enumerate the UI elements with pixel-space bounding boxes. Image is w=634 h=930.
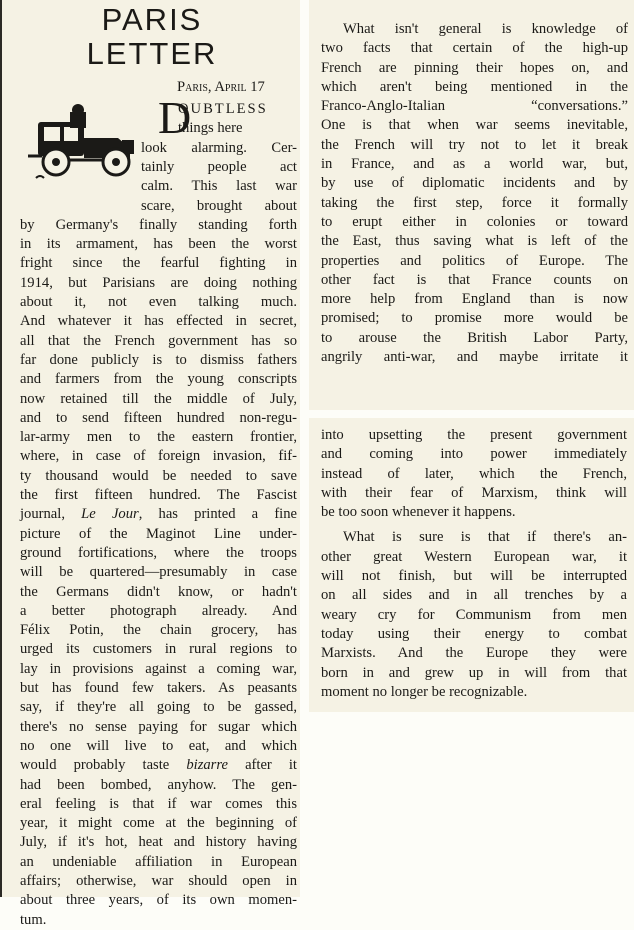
column-one-line: scare, brought about — [141, 197, 297, 214]
column-three-line: on all sides and in all trenches by a — [321, 587, 627, 604]
column-one-line: and farmers from the young conscripts — [20, 371, 297, 388]
column-two-line: taking the first step, force it formally — [321, 194, 628, 211]
column-one-line: in its armament, has been the worst — [20, 236, 297, 253]
column-two-line: other fact is that France counts on — [321, 271, 628, 288]
column-one-line: say, if they're all going to be gassed, — [20, 699, 297, 716]
column-one-line: look alarming. Cer- — [141, 139, 297, 156]
column-three-clipping — [309, 418, 634, 712]
column-one-line: year, it might come at the beginning of — [20, 815, 297, 832]
column-one-line: eral feeling is that if war comes this — [20, 795, 297, 812]
column-two-line: the East, thus saving what is left of the — [321, 233, 628, 250]
vintage-car-illustration — [26, 98, 144, 186]
column-one-line: an undeniable affiliation in European — [20, 853, 297, 870]
column-one-line: will be quartered—presumably in case — [20, 564, 297, 581]
column-two-line: What isn't general is knowledge of — [343, 21, 628, 37]
column-one-line: fright since the fearful fighting in — [20, 255, 297, 272]
drop-cap: D — [158, 92, 192, 143]
column-one-line: about three years, of its own momen- — [20, 892, 297, 909]
column-one-line: journal, Le Jour, has printed a fine — [20, 506, 298, 523]
column-one-line: OUBTLESS — [178, 101, 268, 117]
column-two-line: more help from England than is now — [321, 291, 628, 308]
column-one-line: by Germany's finally standing forth — [20, 216, 297, 233]
column-one-line: but has found few takers. As peasants — [20, 680, 297, 696]
column-three-line: into upsetting the present government — [321, 427, 627, 443]
column-one-line: tum. — [20, 911, 47, 928]
column-one-line: the first fifteen hundred. The Fascist — [20, 487, 297, 503]
column-two-line: Franco-Anglo-Italian “conversations.” — [321, 98, 628, 115]
column-three-line: and coming into power immediately — [321, 446, 627, 463]
column-one-line: a better photograph already. And — [20, 602, 297, 619]
column-one-line: all that the French government has so — [20, 332, 297, 349]
column-one-line: ground fortifications, where the troops — [20, 544, 297, 561]
column-one-line: things here — [178, 120, 243, 137]
column-two-line: the French will try not to let it break — [321, 136, 628, 153]
column-one-line: picture of the Maginot Line under- — [20, 525, 297, 542]
column-one-line: tainly people act — [141, 158, 297, 175]
column-two-text — [321, 20, 628, 367]
column-three-text — [321, 426, 627, 702]
column-one-line: ty thousand would be needed to save — [20, 467, 297, 484]
column-two-line: to erupt either in colonies or toward — [321, 213, 628, 230]
column-one-line: And whatever it has effected in secret, — [20, 313, 297, 330]
column-one-line: the Germans didn't know, or hadn't — [20, 583, 297, 600]
column-one-line: calm. This last war — [141, 178, 297, 195]
title-paris: PARIS — [101, 2, 203, 37]
column-two-line: angrily anti-war, and maybe irritate it — [321, 349, 628, 366]
column-two-line: One is that when war seems inevitable, — [321, 117, 628, 134]
title-letter: LETTER — [86, 36, 218, 71]
column-three-line: instead of later, which the French, — [321, 465, 627, 482]
column-one-line: about it, not even talking much. — [20, 294, 297, 310]
column-one-line: no one will live to eat, and which — [20, 737, 297, 754]
column-two-line: two facts that certain of the high-up — [321, 40, 628, 57]
column-three-line: moment no longer be recognizable. — [321, 683, 528, 700]
column-one-line: urged its customers in rural regions to — [20, 641, 297, 658]
column-one-line: where, in case of foreign invasion, fif- — [20, 448, 297, 465]
column-one-line: lar-army men to the eastern frontier, — [20, 429, 297, 446]
column-one-line: had been bombed, anyhow. The gen- — [20, 776, 297, 793]
column-one-line: far done publicly is to dismiss fathers — [20, 351, 297, 368]
column-one-line: 1914, but Parisians are doing nothing — [20, 274, 297, 291]
column-three-line: today using their energy to combat — [321, 625, 627, 642]
column-one-clipping — [0, 0, 300, 928]
column-two-line: which aren't being mentioned in the — [321, 78, 628, 95]
column-three-line: What is sure is that if there's an- — [343, 529, 627, 546]
column-three-line: Marxists. And the Europe they were — [321, 645, 627, 662]
column-one-line: now retained till the middle of July, — [20, 390, 297, 407]
column-one-line: affairs; otherwise, war should open in — [20, 873, 297, 889]
column-one-line: lay in provisions against a coming war, — [20, 660, 297, 677]
column-one-line: July, if it's hot, heat and history having — [20, 834, 297, 851]
column-three-line: will not finish, but will be interrupted — [321, 568, 627, 585]
dateline: Paris, April 17 — [177, 79, 265, 95]
column-three-line: be too soon whenever it happens. — [321, 504, 516, 521]
column-two-line: properties and politics of Europe. The — [321, 252, 628, 269]
column-two-line: by use of diplomatic incidents and by — [321, 175, 628, 192]
column-one-line: would probably taste bizarre after it — [20, 757, 297, 774]
column-two-line: French are pinning their hopes on, and — [321, 59, 628, 76]
column-two-line: in France, and as a world war, but, — [321, 156, 628, 173]
column-three-line: born in and grew up in will from that — [321, 664, 627, 681]
column-three-line: with their fear of Marxism, think will — [321, 484, 627, 501]
column-one-line: and to send fifteen hundred non-regu- — [20, 409, 297, 426]
column-one-line: Félix Potin, the chain grocery, has — [20, 622, 297, 639]
column-two-line: to arouse the British Labor Party, — [321, 329, 628, 346]
column-two-clipping — [309, 0, 634, 410]
column-three-line: weary cry for Communism from men — [321, 606, 627, 623]
column-two-line: promised; to promise more would be — [321, 310, 628, 327]
column-three-line: other great Western European war, it — [321, 548, 627, 565]
column-one-line: there's no sense paying for sugar which — [20, 718, 297, 735]
